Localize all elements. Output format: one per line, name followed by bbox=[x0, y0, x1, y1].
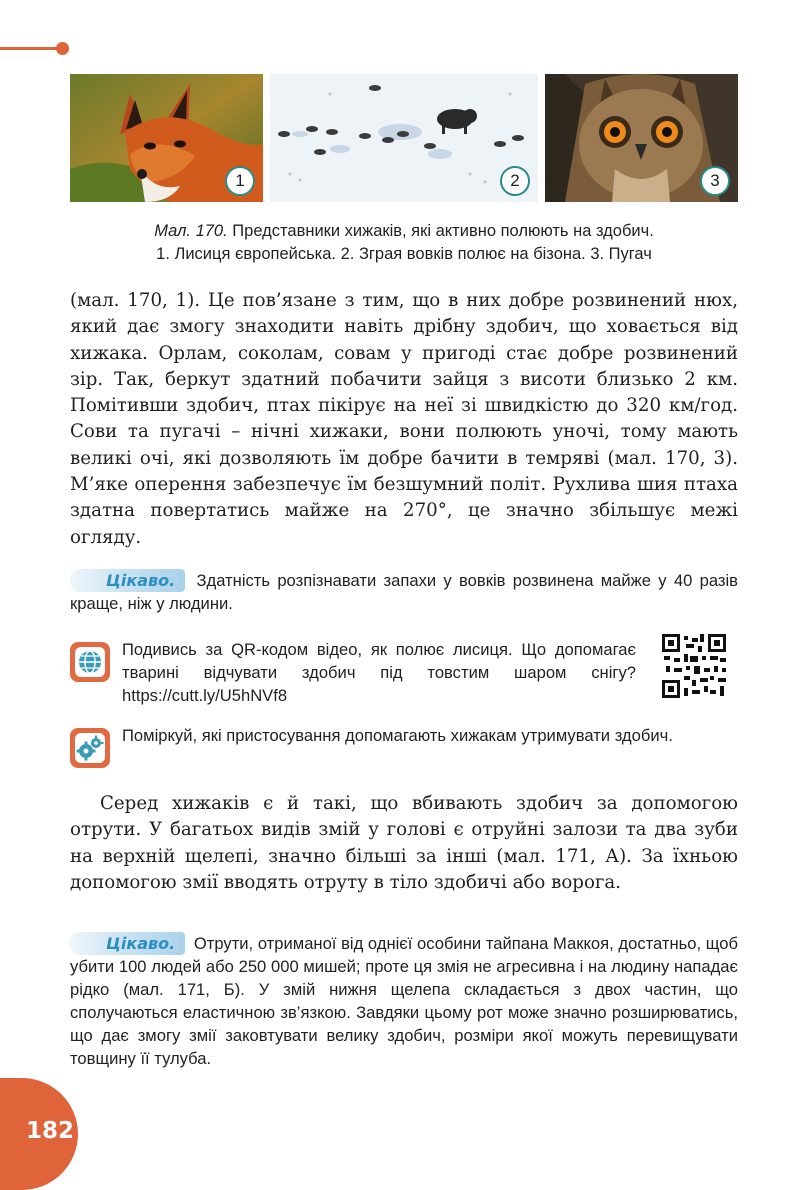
gears-icon bbox=[70, 728, 110, 768]
fact-label: Цікаво. bbox=[70, 932, 185, 955]
task-text: Поміркуй, які пристосування допомагають хижакам утримувати здобич. bbox=[122, 726, 673, 745]
caption-text: Представники хижаків, які активно полюють на здобич. bbox=[232, 222, 654, 240]
caption-line-2: 1. Лисиця європейська. 2. Зграя вовків полює на бізона. 3. Пугач bbox=[156, 245, 652, 263]
photo-number-1: 1 bbox=[225, 166, 255, 196]
body-paragraph-2: Серед хижаків є й такі, що вбивають здобич за допомогою отрути. У багатьох видів змій у голові є отруйні залози та два зуби на верхній щелепі, значно більші за інші (мал. 171, А). За їхньою допомогою змії вводять отруту в тіло здобичі або ворога. bbox=[70, 793, 738, 893]
figure-caption bbox=[70, 220, 738, 266]
fact-box-1 bbox=[70, 569, 738, 615]
caption-line-1 bbox=[70, 220, 738, 243]
page-number: 182 bbox=[26, 1118, 75, 1144]
photo-owl bbox=[545, 74, 738, 202]
fact-box-2 bbox=[70, 932, 738, 1070]
photo-number-3: 3 bbox=[700, 166, 730, 196]
qr-code[interactable] bbox=[662, 634, 726, 698]
header-decoration-dot bbox=[56, 42, 69, 55]
photo-wolves-bison bbox=[270, 74, 538, 202]
task-text: Подивись за QR-кодом відео, як полює лисиця. Що допомагає тварині відчувати здобич під товстим шаром снігу? https://cutt.ly/U5hNVf8 bbox=[122, 640, 636, 705]
photo-number-2: 2 bbox=[500, 166, 530, 196]
body-paragraph-1: (мал. 170, 1). Це пов’язане з тим, що в них добре розвинений нюх, який дає змогу знаходити навіть дрібну здобич, що ховається від хижака. Орлам, соколам, совам у пригоді стає добре розвинений зір. Так, беркут здатний побачити зайця з висоти близько 2 км. Помітивши здобич, птах пікірує на неї зі швидкістю до 320 км/год. Сови та пугачі – нічні хижаки, вони полюють уночі, тому мають великі очі, які дозволяють їм добре бачити в темряві (мал. 170, 3). М’яке оперення забезпечує їм безшумний політ. Рухлива шия птаха здатна повертатись майже на 270°, це значно збільшує межі огляду. bbox=[70, 290, 738, 548]
fact-label: Цікаво. bbox=[70, 569, 185, 592]
header-decoration-line bbox=[0, 47, 62, 50]
wolves-illustration bbox=[270, 74, 538, 202]
fact-text: Отрути, отриманої від однієї особини тайпана Маккоя, достатньо, щоб убити 100 людей або 250 000 мишей; проте ця змія не агресивна і на людину нападає рідко (мал. 171, Б). У змій нижня щелепа складається з двох частин, що сполучаються еластичною зв’язкою. Завдяки цьому рот може значно розширюватись, що дає змогу змії заковтувати велику здобич, розміри якої можуть перевищувати товщину її тулуба. bbox=[70, 934, 738, 1068]
caption-figure-label: Мал. 170. bbox=[154, 222, 228, 240]
fact-text: Здатність розпізнавати запахи у вовків розвинена майже у 40 разів краще, ніж у людини. bbox=[70, 571, 738, 613]
globe-icon bbox=[70, 642, 110, 682]
photo-fox bbox=[70, 74, 263, 202]
